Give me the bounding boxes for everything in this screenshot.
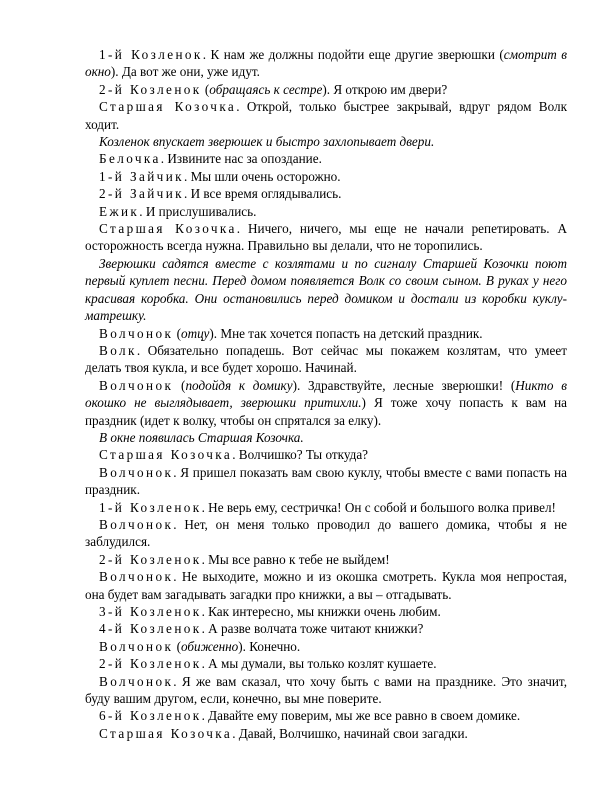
- line-text: Мы шли очень осторожно.: [190, 168, 341, 184]
- dialogue-line: 4-й Козленок. А разве волчата тоже читают книжки?: [99, 621, 424, 637]
- stage-remark: обращаясь к сестре: [209, 81, 323, 97]
- dialogue-line: 1-й Козленок. К нам же должны подойти еще другие зверюшки (смотрит в окно). Да вот же они, уже идут.: [85, 47, 567, 80]
- stage-direction: Козленок впускает зверюшек и быстро захлопывает двери.: [99, 134, 435, 150]
- dialogue-line: 3-й Козленок. Как интересно, мы книжки очень любим.: [99, 604, 441, 619]
- speaker-name: Волчонок: [99, 464, 174, 480]
- speaker-name: 2-й Козленок: [99, 81, 202, 97]
- line-text: Нет, он меня только проводил до вашего домика, чтобы я не заблудился.: [85, 516, 568, 550]
- stage-direction: Зверюшки садятся вместе с козлятами и по сигналу Старшей Козочки поют первый куплет песни. Перед домом появляется Волк со своим сыном. В руках у него красивая коробка. Они остановились перед домиком и достали из коробки куклу-матрешку.: [85, 255, 567, 324]
- line-text: А разве волчата тоже читают книжки?: [208, 621, 424, 637]
- dialogue-line: Волк. Обязательно попадешь. Вот сейчас мы покажем козлятам, что умеет делать твоя кукла, и все будет хорошо. Начинай.: [85, 342, 567, 376]
- dialogue-line: 1-й Козленок. Не верь ему, сестричка! Он с собой и большого волка привел!: [99, 499, 556, 515]
- line-text: Я же вам сказал, что хочу быть с вами на празднике. Это значит, буду вашим другом, если, конечно, вы мне поверите.: [85, 673, 567, 707]
- speaker-name: Волчонок: [99, 325, 174, 341]
- speaker-name: Волчонок: [99, 516, 174, 532]
- dialogue-line: Волчонок. Я же вам сказал, что хочу быть с вами на празднике. Это значит, буду вашим другом, если, конечно, вы мне поверите.: [85, 673, 567, 707]
- dialogue-line: Волчонок. Нет, он меня только проводил до вашего домика, чтобы я не заблудился.: [85, 516, 568, 550]
- speaker-name: Волчонок: [99, 638, 174, 654]
- stage-remark: Никто в окошко не выглядывает, зверюшки притихли.: [85, 377, 567, 411]
- line-text: Как интересно, мы книжки очень любим.: [208, 604, 441, 619]
- line-text: Извините нас за опоздание.: [167, 151, 322, 167]
- speaker-name: 2-й Козленок: [99, 551, 202, 567]
- line-text: Давай, Волчишко, начинай свои загадки.: [238, 725, 468, 741]
- document-page: [85, 46, 567, 742]
- speaker-name: 6-й Козленок: [99, 708, 202, 724]
- line-text: И прислушивались.: [145, 203, 257, 219]
- dialogue-line: Волчонок. Не выходите, можно и из окошка смотреть. Кукла моя непростая, она будет вам загадывать загадки про книжки, а вы – отгадывать.: [85, 569, 567, 602]
- speaker-name: Волчонок: [99, 569, 174, 585]
- line-text: Ничего, ничего, мы еще не начали репетировать. А осторожность всегда нужна. Правильно вы делали, что не торопились.: [85, 221, 567, 254]
- line-text: И все время оглядывались.: [190, 186, 342, 202]
- dialogue-line: 2-й Зайчик. И все время оглядывались.: [99, 186, 342, 202]
- line-text: Не выходите, можно и из окошка смотреть. Кукла моя непростая, она будет вам загадывать загадки про книжки, а вы – отгадывать.: [85, 569, 567, 602]
- dialogue-line: Волчонок (подойдя к домику). Здравствуйте, лесные зверюшки! (Никто в окошко не выглядывает, зверюшки притихли.) Я тоже хочу попасть к вам на праздник (идет к волку, чтобы он спрятался за елку).: [85, 377, 567, 428]
- speaker-name: 2-й Козленок: [99, 656, 202, 672]
- line-text: А мы думали, вы только козлят кушаете.: [208, 656, 437, 672]
- line-text: Открой, только быстрее закрывай, вдруг рядом Волк ходит.: [85, 99, 568, 132]
- dialogue-line: Старшая Козочка. Ничего, ничего, мы еще не начали репетировать. А осторожность всегда нужна. Правильно вы делали, что не торопились.: [85, 221, 567, 254]
- dialogue-line: Ежик. И прислушивались.: [99, 203, 257, 219]
- line-text: Давайте ему поверим, мы же все равно в своем домике.: [208, 708, 521, 724]
- stage-remark: смотрит в окно: [85, 47, 567, 80]
- dialogue-line: Старшая Козочка. Давай, Волчишко, начинай свои загадки.: [99, 725, 468, 741]
- dialogue-line: Старшая Козочка. Волчишко? Ты откуда?: [99, 447, 369, 463]
- speaker-name: Волчонок: [99, 377, 174, 393]
- dialogue-line: 2-й Козленок. А мы думали, вы только козлят кушаете.: [99, 656, 437, 672]
- speaker-name: Старшая Козочка: [99, 725, 233, 741]
- speaker-name: Белочка: [99, 151, 161, 167]
- dialogue-line: Волчонок. Я пришел показать вам свою куклу, чтобы вместе с вами попасть на праздник.: [85, 464, 567, 498]
- line-text: Я пришел показать вам свою куклу, чтобы вместе с вами попасть на праздник.: [85, 464, 567, 498]
- speaker-name: 2-й Зайчик: [99, 186, 184, 202]
- dialogue-line: Волчонок (отцу). Мне так хочется попасть на детский праздник.: [99, 325, 483, 341]
- speaker-name: Старшая Козочка: [99, 221, 237, 237]
- stage-direction: В окне появилась Старшая Козочка.: [99, 429, 304, 445]
- line-text: Не верь ему, сестричка! Он с собой и большого волка привел!: [208, 499, 556, 515]
- speaker-name: 1-й Козленок: [99, 499, 202, 515]
- line-text: Мы все равно к тебе не выйдем!: [208, 551, 390, 567]
- dialogue-line: 6-й Козленок. Давайте ему поверим, мы же все равно в своем домике.: [99, 708, 521, 724]
- speaker-name: 4-й Козленок: [99, 621, 202, 637]
- speaker-name: Волчонок: [99, 673, 174, 689]
- speaker-name: Старшая Козочка: [99, 447, 233, 463]
- dialogue-line: Белочка. Извините нас за опоздание.: [99, 151, 322, 167]
- dialogue-line: 2-й Козленок. Мы все равно к тебе не выйдем!: [99, 551, 390, 567]
- speaker-name: Ежик: [99, 203, 140, 219]
- speaker-name: 1-й Козленок: [99, 47, 203, 62]
- line-text: Волчишко? Ты откуда?: [238, 447, 369, 463]
- dialogue-line: 2-й Козленок (обращаясь к сестре). Я открою им двери?: [99, 81, 448, 97]
- stage-remark: отцу: [180, 325, 210, 341]
- speaker-name: 3-й Козленок: [99, 604, 202, 619]
- dialogue-line: Старшая Козочка. Открой, только быстрее закрывай, вдруг рядом Волк ходит.: [85, 99, 568, 132]
- speaker-name: Волк: [99, 342, 137, 358]
- speaker-name: 1-й Зайчик: [99, 168, 184, 184]
- stage-remark: подойдя к домику: [185, 377, 293, 393]
- stage-remark: обиженно: [180, 638, 239, 654]
- line-text: Обязательно попадешь. Вот сейчас мы покажем козлятам, что умеет делать твоя кукла, и все будет хорошо. Начинай.: [85, 342, 567, 376]
- dialogue-line: 1-й Зайчик. Мы шли очень осторожно.: [99, 168, 341, 184]
- speaker-name: Старшая Козочка: [99, 99, 237, 115]
- line-text: К нам же должны подойти еще другие зверюшки (: [210, 47, 504, 62]
- dialogue-line: Волчонок (обиженно). Конечно.: [99, 638, 301, 654]
